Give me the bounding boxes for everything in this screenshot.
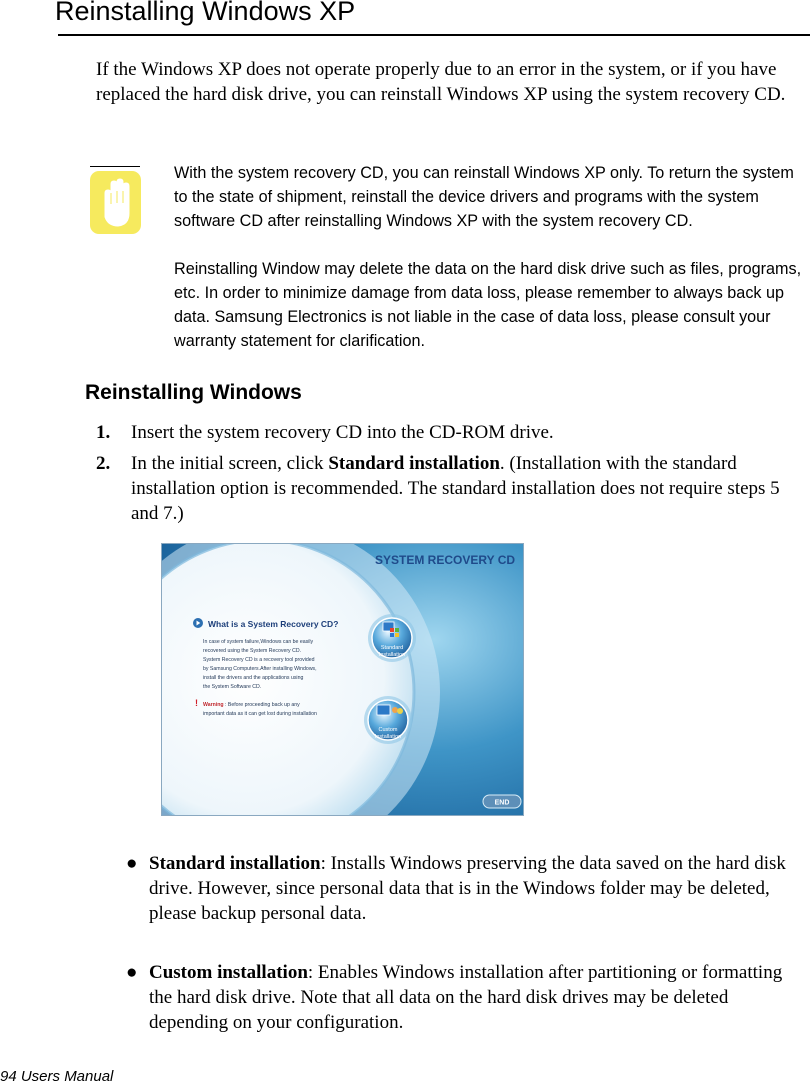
standard-installation-button[interactable] (368, 614, 416, 662)
screen-body-line: In case of system failure,Windows can be easily (203, 639, 314, 645)
section-heading: Reinstalling Windows (85, 381, 302, 404)
bullet-text: Custom installation: Enables Windows installation after partitioning or formatting the hard disk drive. Note that all data on the hard disk drives may be deleted depending on your configuration. (149, 962, 783, 1033)
screen-body-line: the System Software CD. (203, 684, 262, 690)
bullet-icon: ● (126, 962, 138, 983)
step-number: 1. (96, 422, 111, 443)
bullet-text: Standard installation: Installs Windows preserving the data saved on the hard disk drive. However, since personal data that is in the Windows folder may be deleted, please backup personal data. (149, 853, 786, 924)
stop-hand-icon (90, 171, 141, 234)
intro-paragraph: If the Windows XP does not operate properly due to an error in the system, or if you have replaced the hard disk drive, you can reinstall Windows XP using the system recovery CD. (96, 59, 786, 105)
custom-installation-button[interactable] (364, 696, 412, 744)
step-text: Insert the system recovery CD into the CD-ROM drive. (131, 422, 554, 443)
step-number: 2. (96, 453, 111, 474)
custom-label: Custom (378, 727, 398, 733)
recovery-cd-screenshot (161, 543, 524, 816)
screen-body-line: System Recovery CD is a recovery tool provided (203, 657, 315, 663)
end-label: END (494, 799, 510, 807)
bullet-icon: ● (126, 853, 138, 874)
note-paragraph-2: Reinstalling Window may delete the data on the hard disk drive such as files, programs, etc. In order to minimize damage from data loss, please remember to always back up data. Samsung Electronics is not liable in the case of data loss, please consult your warranty statement for clarification. (174, 260, 802, 350)
standard-label: Standard (380, 645, 404, 651)
step-1 (96, 420, 802, 445)
standard-label: Installation (378, 652, 406, 658)
warning-icon: ! (195, 698, 198, 708)
screen-body-line: by Samsung Computers.After installing Windows, (203, 666, 317, 672)
page-footer: 94 Users Manual (0, 1068, 114, 1085)
end-button[interactable] (483, 795, 521, 808)
step-2 (96, 451, 802, 526)
note-rule (90, 166, 140, 167)
custom-label: Installation (374, 734, 402, 740)
note-paragraph-1: With the system recovery CD, you can reinstall Windows XP only. To return the system to the state of shipment, reinstall the device drivers and programs with the system software CD after reinstalling Windows XP with the system recovery CD. (174, 164, 794, 230)
screen-header: SYSTEM RECOVERY CD (375, 553, 516, 567)
screen-body-line: install the drivers and the applications using (203, 675, 304, 681)
bullet-custom-installation (126, 960, 806, 1035)
title-rule (58, 34, 810, 36)
step-text: In the initial screen, click Standard installation. (Installation with the standard installation option is recommended. The standard installation does not require steps 5 and 7.) (131, 453, 780, 524)
screen-warning-line: Warning : Before proceeding back up any (203, 702, 300, 708)
recovery-cd-screen (162, 544, 524, 816)
screen-warning-line: important data as it can get lost during installation (203, 711, 317, 717)
screen-question: What is a System Recovery CD? (208, 619, 339, 629)
page-title: Reinstalling Windows XP (55, 0, 356, 26)
bullet-standard-installation (126, 851, 806, 926)
screen-body-line: recovered using the System Recovery CD. (203, 648, 302, 654)
